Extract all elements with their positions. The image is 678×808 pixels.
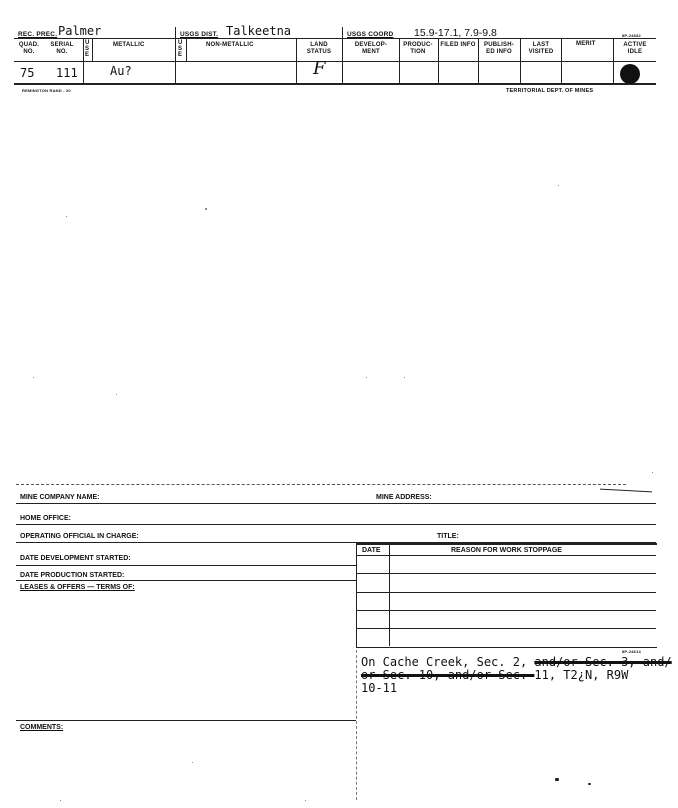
stoppage-row [357,592,656,593]
speck [588,783,591,785]
speck [558,185,559,186]
speck [305,800,306,801]
col-quad: QUAD. NO. [18,42,40,55]
divider-land [296,38,297,83]
entry-top-rule [14,61,656,62]
leases-label: LEASES & OFFERS — TERMS OF: [20,584,135,591]
speck [366,377,367,378]
location-note [361,656,672,695]
col-development: DEVELOP- MENT [354,42,388,55]
stoppage-date-col [389,543,390,646]
rule-company [16,503,656,504]
col-filed-info: FILED INFO [440,42,476,48]
mine-company-label: MINE COMPANY NAME: [20,494,100,501]
quad-value: 75 [20,66,35,80]
pencil-stroke [600,489,652,493]
col-land-status: LAND STATUS [306,42,332,55]
speck [192,762,193,763]
col-non-metallic: NON-METALLIC [206,42,254,48]
col-use-1: U S E [85,40,90,58]
date-development-label: DATE DEVELOPMENT STARTED: [20,555,131,562]
divider-active [613,38,614,83]
speck [66,216,67,217]
card-id: 8P-24682 [622,33,641,38]
date-production-label: DATE PRODUCTION STARTED: [20,572,125,579]
col-metallic: METALLIC [113,42,145,48]
location-line1-struck: and/or Sec. 3, and/ [534,655,672,669]
usgs-coord-label: USGS COORD [347,31,394,38]
location-line3: 10-11 [361,681,398,695]
col-use-2: U S E [178,40,183,58]
entry-bottom-rule [14,83,656,85]
usgs-dist-label: USGS DIST. [180,31,219,38]
speck [60,800,61,801]
comments-divider [356,650,357,800]
second-card-id: 8P-24614 [622,649,641,654]
col-merit: MERIT [576,41,596,47]
divider-merit [561,38,562,83]
col-serial: SERIAL NO. [50,42,74,55]
mine-address-label: MINE ADDRESS: [376,494,432,501]
tear-line [16,484,626,485]
stoppage-row [357,573,656,574]
operating-official-label: OPERATING OFFICIAL IN CHARGE: [20,533,139,540]
usgs-coord-value: 15.9-17.1, 7.9-9.8 [414,27,497,39]
divider-coord [342,27,343,83]
divider-published [478,38,479,83]
stoppage-row [357,610,656,611]
speck [116,394,117,395]
stoppage-row [357,628,656,629]
divider-use1-right [92,38,93,61]
stoppage-date-header: DATE [362,547,381,554]
stoppage-row [357,555,656,556]
speck [205,208,207,210]
rec-prec-value: Palmer [58,24,102,38]
header-bottom-rule [14,38,656,39]
metallic-value: Au? [110,64,132,78]
col-production: PRODUC- TION [403,42,433,55]
rec-prec-label: REC. PREC. [18,31,58,38]
speck [404,377,405,378]
location-line2-struck: or Sec. 10, and/or Sec. [361,668,535,682]
rule-home-office [16,524,656,525]
col-last-visited: LAST VISITED [528,42,554,55]
serial-value: 111 [56,66,78,80]
speck [33,377,34,378]
speck [652,472,653,473]
speck [555,778,559,781]
rule-production [16,580,356,581]
divider-metallic [175,27,176,83]
col-published-info: PUBLISH- ED INFO [484,42,514,55]
divider-filed [438,38,439,83]
location-line2-b: 11, T2¿N, R9W [534,668,629,682]
card-maker: REMINGTON RAND - 20 [22,88,71,93]
divider-use2-right [186,38,187,61]
rule-development [16,565,356,566]
rule-comments [16,720,356,721]
usgs-dist-value: Talkeetna [226,24,292,38]
title-label: TITLE: [437,533,459,540]
stoppage-table [356,543,657,648]
land-status-value: F [313,58,326,79]
stoppage-reason-header: REASON FOR WORK STOPPAGE [451,547,562,554]
divider-use1 [83,38,84,83]
divider-last [520,38,521,83]
punch-hole [620,64,640,84]
location-line1-a: On Cache Creek, Sec. 2, [361,655,535,669]
home-office-label: HOME OFFICE: [20,515,71,522]
col-active-idle: ACTIVE IDLE [623,42,647,55]
comments-label: COMMENTS: [20,724,64,731]
department: TERRITORIAL DEPT. OF MINES [506,88,594,94]
